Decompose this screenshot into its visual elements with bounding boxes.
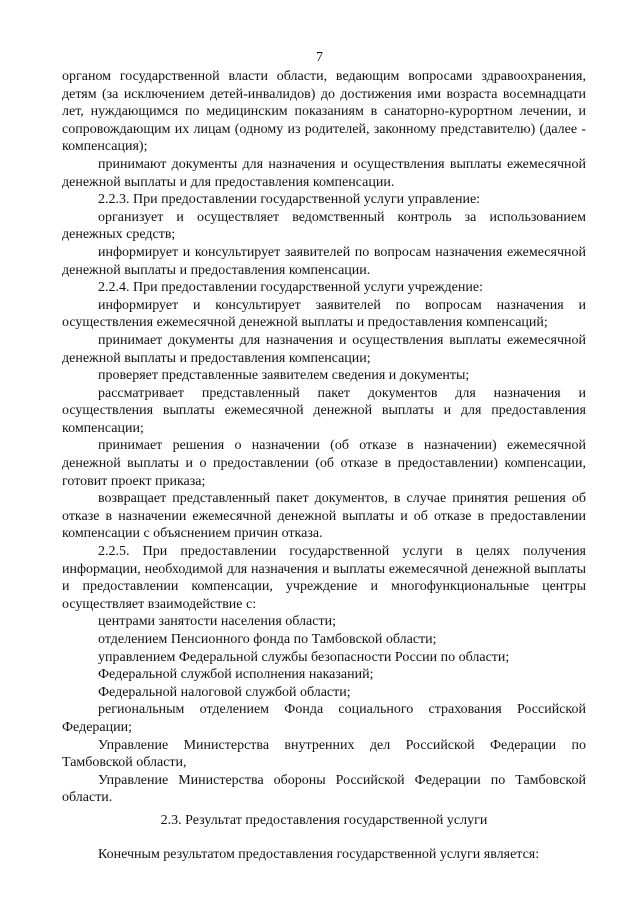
paragraph: 2.2.3. При предоставлении государственной услуги управление: (98, 192, 481, 208)
paragraph: 2.2.5. При предоставлении государственной услуги в целях получения информации, необходимой для назначения и выплаты ежемесячной денежной выплаты и предоставлении компенсации, учреждение и многофункциональные центры осуществляет взаимодействие с: (62, 544, 586, 612)
paragraph: проверяет представленные заявителем сведения и документы; (98, 368, 470, 384)
paragraph: принимает решения о назначении (об отказе в назначении) ежемесячной денежной выплаты и о предоставлении (об отказе в предоставлении) компенсации, готовит проект приказа; (62, 438, 586, 489)
paragraph: возвращает представленный пакет документов, в случае принятия решения об отказе в назначении ежемесячной денежной выплаты и об отказе в предоставлении компенсации с объяснением причин отказа. (62, 491, 586, 542)
page-number: 7 (316, 50, 323, 65)
paragraph: рассматривает представленный пакет документов для назначения и осуществления выплаты ежемесячной денежной выплаты и для предоставления компенсации; (62, 385, 586, 436)
paragraph: Федеральной налоговой службой области; (98, 684, 351, 700)
paragraph: 2.2.4. При предоставлении государственной услуги учреждение: (98, 280, 483, 296)
paragraph: принимает документы для назначения и осуществления выплаты ежемесячной денежной выплаты и предоставления компенсации; (62, 332, 586, 366)
paragraph: центрами занятости населения области; (98, 614, 336, 630)
paragraph: управлением Федеральной службы безопасности России по области; (98, 649, 510, 665)
paragraph: отделением Пенсионного фонда по Тамбовской области; (98, 632, 437, 647)
paragraph: региональным отделением Фонда социального страхования Российской Федерации; (62, 702, 586, 735)
paragraph: Конечным результатом предоставления государственной услуги является: (98, 846, 540, 862)
document-body (62, 68, 586, 863)
paragraph: информирует и консультирует заявителей по вопросам назначения и осуществления ежемесячной денежной выплаты и предоставления компенсаций; (62, 297, 586, 331)
paragraph: информирует и консультирует заявителей по вопросам назначения ежемесячной денежной выплаты и предоставления компенсации. (62, 244, 586, 278)
paragraph: организует и осуществляет ведомственный контроль за использованием денежных средств; (62, 209, 586, 243)
paragraph: Федеральной службой исполнения наказаний; (98, 667, 374, 683)
paragraph: Управление Министерства обороны Российской Федерации по Тамбовской области. (62, 772, 586, 806)
paragraph: Управление Министерства внутренних дел Российской Федерации по Тамбовской области, (62, 737, 586, 771)
paragraph: принимают документы для назначения и осуществления выплаты ежемесячной денежной выплаты и для предоставления компенсации. (62, 156, 586, 190)
paragraph: органом государственной власти области, ведающим вопросами здравоохранения, детям (за исключением детей-инвалидов) до достижения ими возраста восемнадцати лет, нуждающимся по медицинским показаниям в санаторно-курортном лечении, и сопровождающим их лицам (одному из родителей, законному представителю) (далее - компенсация); (62, 69, 586, 155)
section-heading: 2.3. Результат предоставления государственной услуги (160, 812, 488, 828)
